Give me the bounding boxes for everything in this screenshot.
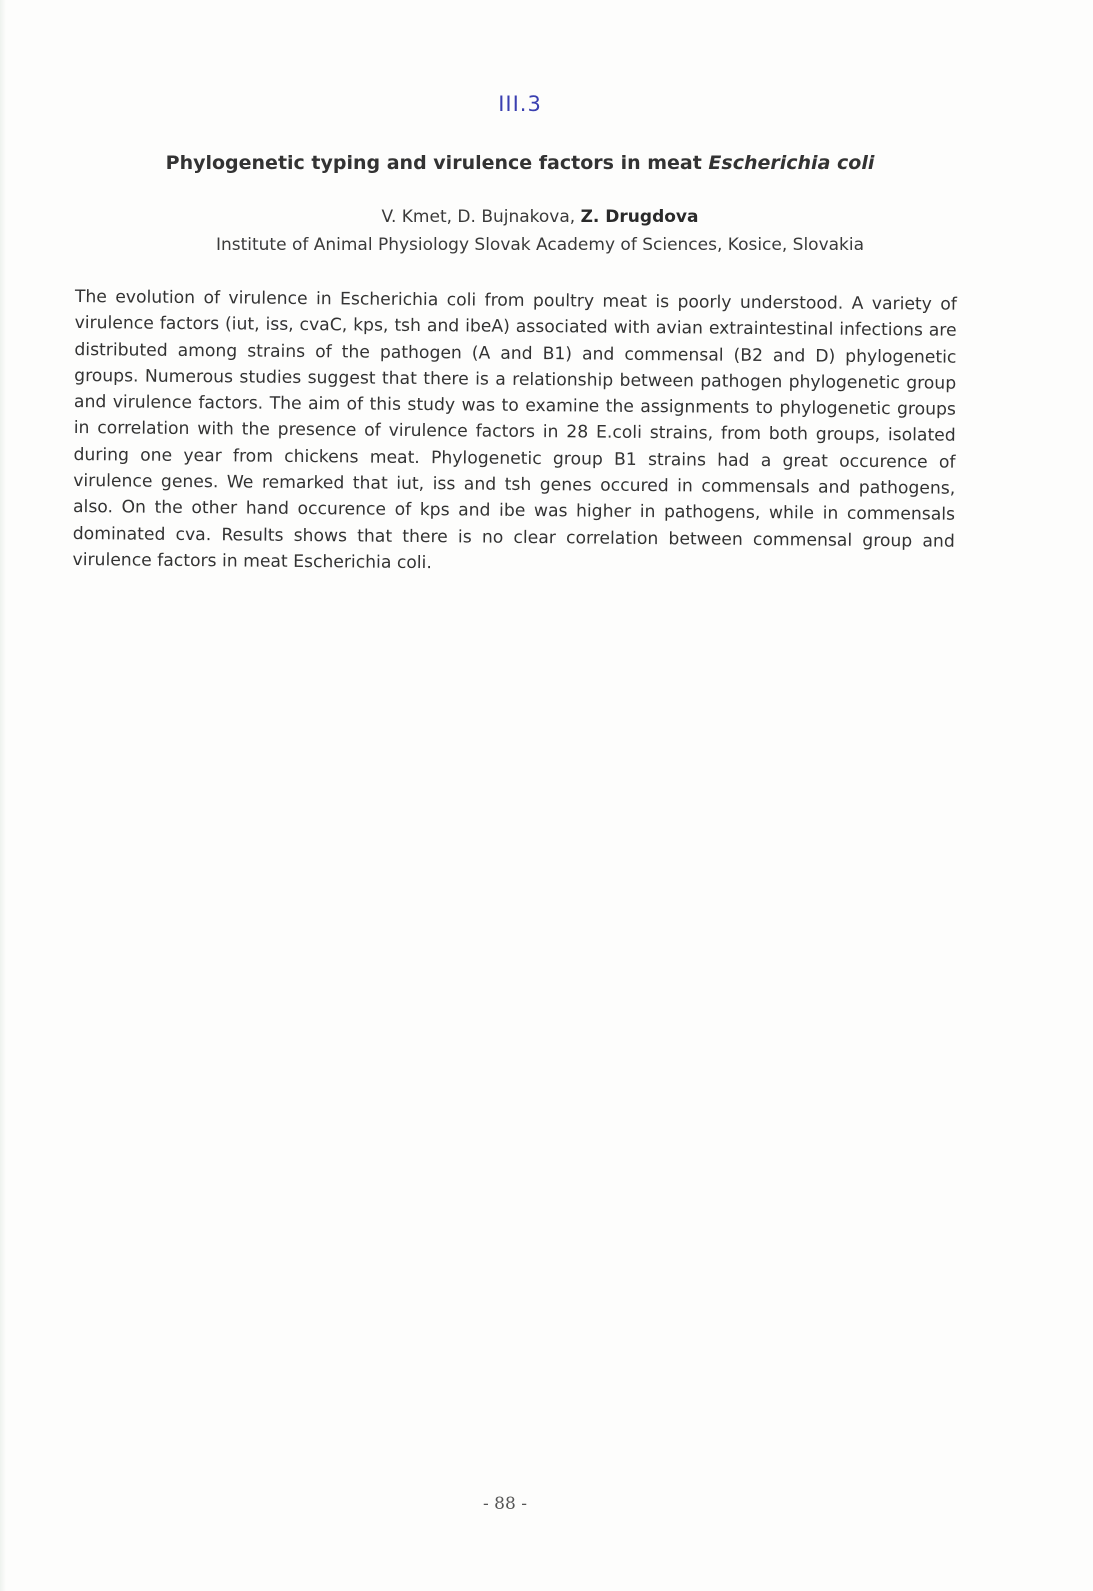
scan-edge-shadow bbox=[0, 0, 6, 1591]
page-number: - 88 - bbox=[483, 1494, 527, 1514]
affiliation: Institute of Animal Physiology Slovak Academy of Sciences, Kosice, Slovakia bbox=[215, 235, 865, 255]
co-authors: V. Kmet, D. Bujnakova, bbox=[381, 207, 581, 227]
section-number: III.3 bbox=[498, 92, 542, 116]
abstract-title bbox=[60, 152, 980, 174]
title-main: Phylogenetic typing and virulence factors in meat bbox=[165, 152, 709, 174]
abstract-body: The evolution of virulence in Escherichia coli from poultry meat is poorly understood. A variety of virulence factors (iut, iss, cvaC, kps, tsh and ibeA) associated with avian extraintestinal infections are distributed among strains of the pathogen (A and B1) and commensal (B2 and D) phylogenetic groups. Numerous studies suggest that there is a relationship between pathogen phylogenetic group and virulence factors. The aim of this study was to examine the assignments to phylogenetic groups in correlation with the presence of virulence factors in 28 E.coli strains, from both groups, isolated during one year from chickens meat. Phylogenetic group B1 strains had a great occurence of virulence genes. We remarked that iut, iss and tsh genes occured in commensals and pathogens, also. On the other hand occurence of kps and ibe was higher in pathogens, while in commensals dominated cva. Results shows that there is no clear correlation between commensal group and virulence factors in meat Escherichia coli. bbox=[72, 286, 957, 574]
title-species: Escherichia coli bbox=[708, 152, 875, 174]
author-list bbox=[60, 207, 1020, 227]
presenting-author: Z. Drugdova bbox=[580, 207, 699, 227]
